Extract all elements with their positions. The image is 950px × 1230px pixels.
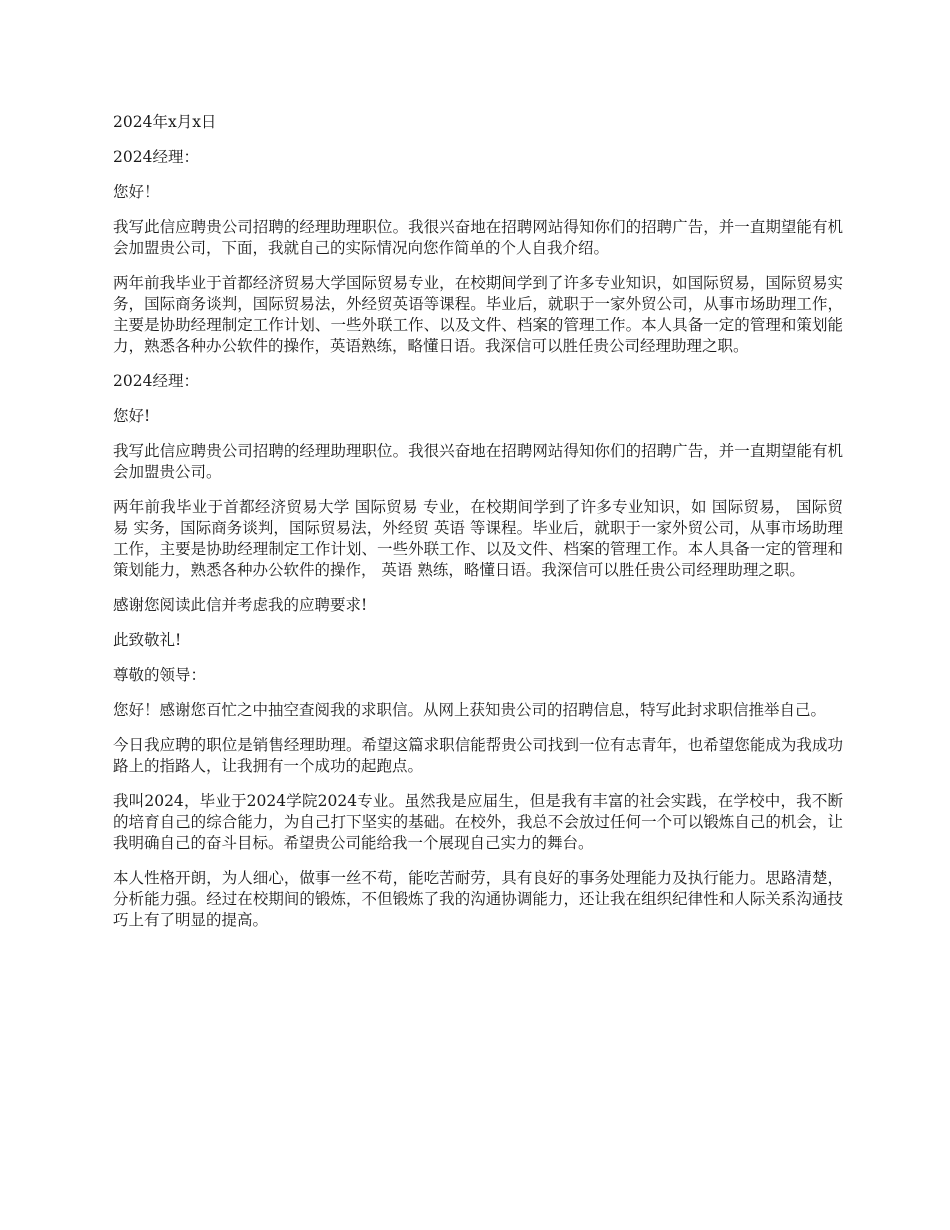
date-line: 2024年x月x日 xyxy=(113,113,217,131)
letter-2-intro: 我写此信应聘贵公司招聘的经理助理职位。我很兴奋地在招聘网站得知你们的招聘广告，并一直期望能有机会加盟贵公司。 xyxy=(113,442,843,481)
greeting-1: 您好！ xyxy=(113,183,160,201)
closing-line: 此致敬礼! xyxy=(113,631,182,649)
letter-1-intro: 我写此信应聘贵公司招聘的经理助理职位。我很兴奋地在招聘网站得知你们的招聘广告，并一直期望能有机会加盟贵公司，下面，我就自己的实际情况向您作简单的个人自我介绍。 xyxy=(113,218,843,257)
greeting-2: 您好! xyxy=(113,407,151,425)
letter-3-self-intro: 我叫2024，毕业于2024学院2024专业。虽然我是应届生，但是我有丰富的社会实践，在学校中，我不断的培育自己的综合能力，为自己打下坚实的基础。在校外，我总不会放过任何一个可以锻炼自己的机会，让我明确自己的奋斗目标。希望贵公司能给我一个展现自己实力的舞台。 xyxy=(113,792,843,852)
letter-3-personality: 本人性格开朗，为人细心，做事一丝不苟，能吃苦耐劳，具有良好的事务处理能力及执行能力。思路清楚，分析能力强。经过在校期间的锻炼，不但锻炼了我的沟通协调能力，还让我在组织纪律性和人际关系沟通技巧上有了明显的提高。 xyxy=(113,869,843,929)
letter-2-background: 两年前我毕业于首都经济贸易大学 国际贸易 专业，在校期间学到了许多专业知识，如 国际贸易， 国际贸易 实务，国际商务谈判，国际贸易法，外经贸 英语 等课程。毕业后，就职于一家外贸公司，从事市场助理工作，主要是协助经理制定工作计划、一些外联工作、以及文件、档案的管理工作。本人具备一定的管理和策划能力，熟悉各种办公软件的操作， 英语 熟练，略懂日语。我深信可以胜任贵公司经理助理之职。 xyxy=(113,498,843,579)
letter-3-greeting: 您好！感谢您百忙之中抽空查阅我的求职信。从网上获知贵公司的招聘信息，特写此封求职信推举自己。 xyxy=(113,701,827,719)
letter-3-position: 今日我应聘的职位是销售经理助理。希望这篇求职信能帮贵公司找到一位有志青年，也希望您能成为我成功路上的指路人，让我拥有一个成功的起跑点。 xyxy=(113,736,843,775)
salutation-3: 尊敬的领导： xyxy=(113,666,207,684)
salutation-2: 2024经理： xyxy=(113,372,199,390)
thanks-line: 感谢您阅读此信并考虑我的应聘要求! xyxy=(113,596,368,614)
salutation-1: 2024经理： xyxy=(113,148,199,166)
letter-1-background: 两年前我毕业于首都经济贸易大学国际贸易专业，在校期间学到了许多专业知识，如国际贸易，国际贸易实务，国际商务谈判，国际贸易法，外经贸英语等课程。毕业后，就职于一家外贸公司，从事市场助理工作，主要是协助经理制定工作计划、一些外联工作、以及文件、档案的管理工作。本人具备一定的管理和策划能力，熟悉各种办公软件的操作，英语熟练，略懂日语。我深信可以胜任贵公司经理助理之职。 xyxy=(113,274,843,355)
document-body xyxy=(113,112,843,945)
